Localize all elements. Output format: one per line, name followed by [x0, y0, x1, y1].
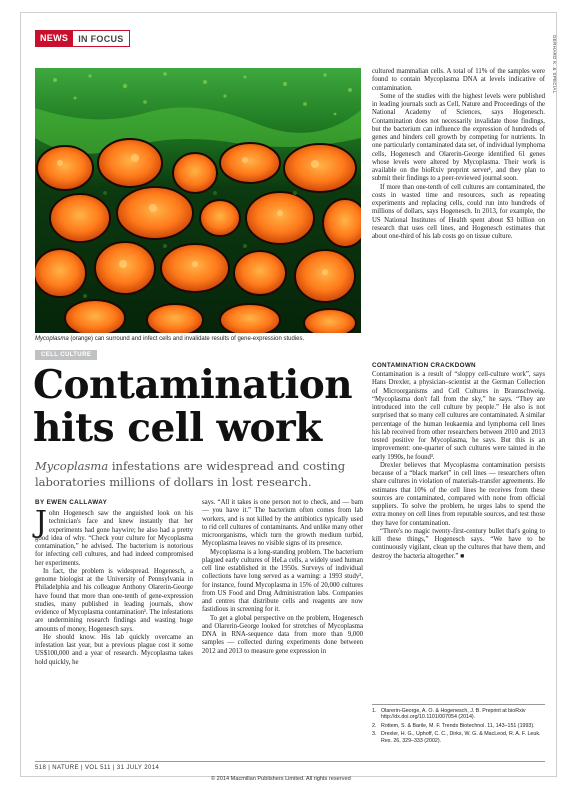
standfirst	[35, 458, 361, 490]
article-column-2	[202, 499, 363, 656]
paragraph: Contamination is a result of “sloppy cell-culture work”, says Hans Drexler, a physician–scientist at the German Collection of Microorganisms and Cell Cultures in Braunschweig. “Mycoplasma don't fall from the sky,” he says. “They are introduced into the cell culture by people.” He also is not surprised that so many cell cultures are contaminated. A similar percentage of the human leukaemia and lymphoma cell lines his lab received from other researchers between 2010 and 2013 tested positive for Mycoplasma, he says. But this is an improvement: one-quarter of such cultures were tainted in the early 1990s, he found³.	[372, 371, 545, 461]
paragraph: Mycoplasma is a long-standing problem. The bacterium plagued early cultures of HeLa cells, a widely used human cell line established in the 1950s. Surveys of individual collections have long served as a warning: a 1993 study², for instance, found Mycoplasma in 15% of 20,000 cultures from US Food and Drug Administration labs. Companies and centres that distribute cells and reagents are now fastidious in screening for it.	[202, 548, 363, 614]
references-divider	[372, 704, 545, 705]
footer-divider	[35, 761, 545, 762]
kicker-label: CELL CULTURE	[35, 350, 97, 360]
caption-italic: Mycoplasma	[35, 336, 69, 342]
paragraph: To get a global perspective on the problem, Hogenesch and Olarerin-George looked for stretches of Mycoplasma DNA in RNA-sequence data from more than 9,000 samples — collected during experiments done between 2012 and 2013 to measure gene expression in	[202, 614, 363, 655]
article-column-1	[35, 505, 193, 667]
article-column-3-lower	[372, 371, 545, 561]
references-list	[372, 708, 545, 746]
photo-caption	[35, 335, 365, 343]
drop-cap: J	[35, 505, 48, 540]
paragraph: If more than one-tenth of cell cultures are contaminated, the costs in wasted time and resources, such as repeating experiments and replacing cells, could run into hundreds of millions of dollars, says Hogenesch. In 2013, for example, the US National Institutes of Health spent about $3 billion on research that uses cell lines, and Hogenesch estimates that about one-third of his lab costs go on tissue culture.	[372, 183, 545, 240]
reference-number: 3.	[372, 731, 377, 738]
paragraph: Some of the studies with the highest levels were published in leading journals such as Cell, Nature and Proceedings of the National Academy of Sciences, says Hogenesch. Contamination does not necessarily invalidate those findings, but the bacterium can influence the expression of hundreds of genes and hinders cell growth by competing for nutrients. In one particularly contaminated data set, of individual lymphoma cells, Hogenesch and Olarerin-George identified 61 genes whose levels were altered by Mycoplasma. Their work is available on the bioRxiv preprint server¹, and they plan to submit their findings to a peer-reviewed journal soon.	[372, 92, 545, 183]
reference-item	[372, 723, 545, 729]
reference-item	[372, 731, 545, 744]
paragraph-text: ohn Hogenesch saw the anguished look on his technician's face and knew instantly that her experiments had gone haywire; he also had a pretty good idea of why. “Check your culture for Mycoplasma contamination,” he advised. The bacterium is notorious for infecting cell cultures, and had indeed compromised her experiments.	[35, 510, 193, 567]
section-focus-label: IN FOCUS	[73, 30, 129, 47]
mycoplasma-micrograph	[35, 68, 361, 333]
byline: BY EWEN CALLAWAY	[35, 499, 108, 506]
reference-number: 1.	[372, 708, 377, 714]
caption-rest: (orange) can surround and infect cells and invalidate results of gene-expression studies.	[68, 336, 305, 342]
reference-text: Rottem, S. & Barile, M. F. Trends Biotechnol. 11, 143–151 (1993).	[381, 722, 535, 729]
paragraph: says. “All it takes is one person not to check, and — bam — you have it.” The bacterium often comes from lab workers, and is not killed by the antibiotics typically used to rid cell cultures of contaminants. And unlike many other microorganisms, which turn the growth medium turbid, Mycoplasma leaves no visible signs of its presence.	[202, 499, 363, 548]
standfirst-rest: infestations are widespread and costing laboratories millions of dollars in lost research.	[35, 459, 346, 489]
article-column-3	[372, 68, 545, 241]
reference-text: Drexler, H. G., Uphoff, C. C., Dirks, W. G. & MacLeod, R. A. F. Leuk. Res. 26, 329–333 (2002).	[381, 731, 541, 744]
headline-line1: Contamination	[33, 362, 353, 408]
crossheading: CONTAMINATION CRACKDOWN	[372, 362, 476, 369]
paragraph: He should know. His lab quickly overcame an infestation last year, but a previous plague cost it some US$100,000 and a year of research. Mycoplasma takes hold quickly, he	[35, 633, 193, 666]
headline-line2: hits cell work	[33, 405, 322, 451]
section-tag	[35, 30, 130, 47]
paragraph: Drexler believes that Mycoplasma contamination persists because of a “black market” in cell lines — researchers often share cultures in violation of materials-transfer agreements. He estimates that 10% of the cell lines he receives from these sources are contaminated, compared with none from official suppliers. To solve the problem, he urges labs to spend the extra money on cell lines from reputable sources, and test those they have for contamination.	[372, 461, 545, 527]
copyright-notice: © 2014 Macmillan Publishers Limited. All rights reserved	[211, 776, 351, 782]
paragraph	[35, 505, 193, 568]
reference-text: Olarerin-George, A. O. & Hogenesch, J. B. Preprint at bioRxiv http://dx.doi.org/10.1101/007054 (2014).	[381, 708, 526, 721]
photo-credit: GERHARD K. & SPECIAL	[552, 35, 557, 94]
section-news-label: NEWS	[35, 30, 73, 47]
reference-item	[372, 708, 545, 721]
paragraph: In fact, the problem is widespread. Hogenesch, a genome biologist at the University of Pennsylvania in Philadelphia and his colleague Anthony Olarerin-George have found that more than one-tenth of gene-expression studies, many published in leading journals, show evidence of Mycoplasma contamination¹. The infestations are undermining research findings and wasting huge amounts of money, Hogenesch says.	[35, 567, 193, 633]
page-folio: 518 | NATURE | VOL 511 | 31 JULY 2014	[35, 765, 160, 771]
standfirst-italic: Mycoplasma	[35, 459, 109, 473]
paragraph: cultured mammalian cells. A total of 11% of the samples were found to contain Mycoplasma DNA at levels indicative of contamination.	[372, 68, 545, 92]
reference-number: 2.	[372, 722, 377, 729]
micrograph-image	[35, 68, 361, 333]
magazine-page	[20, 12, 557, 782]
paragraph: “There's no magic twenty-first-century bullet that's going to kill these things,” Hogenesch says. “We have to be continuously vigilant, clean up the cultures that have them, and destroy the bacteria altogether.” ■	[372, 527, 545, 560]
headline	[33, 364, 363, 450]
